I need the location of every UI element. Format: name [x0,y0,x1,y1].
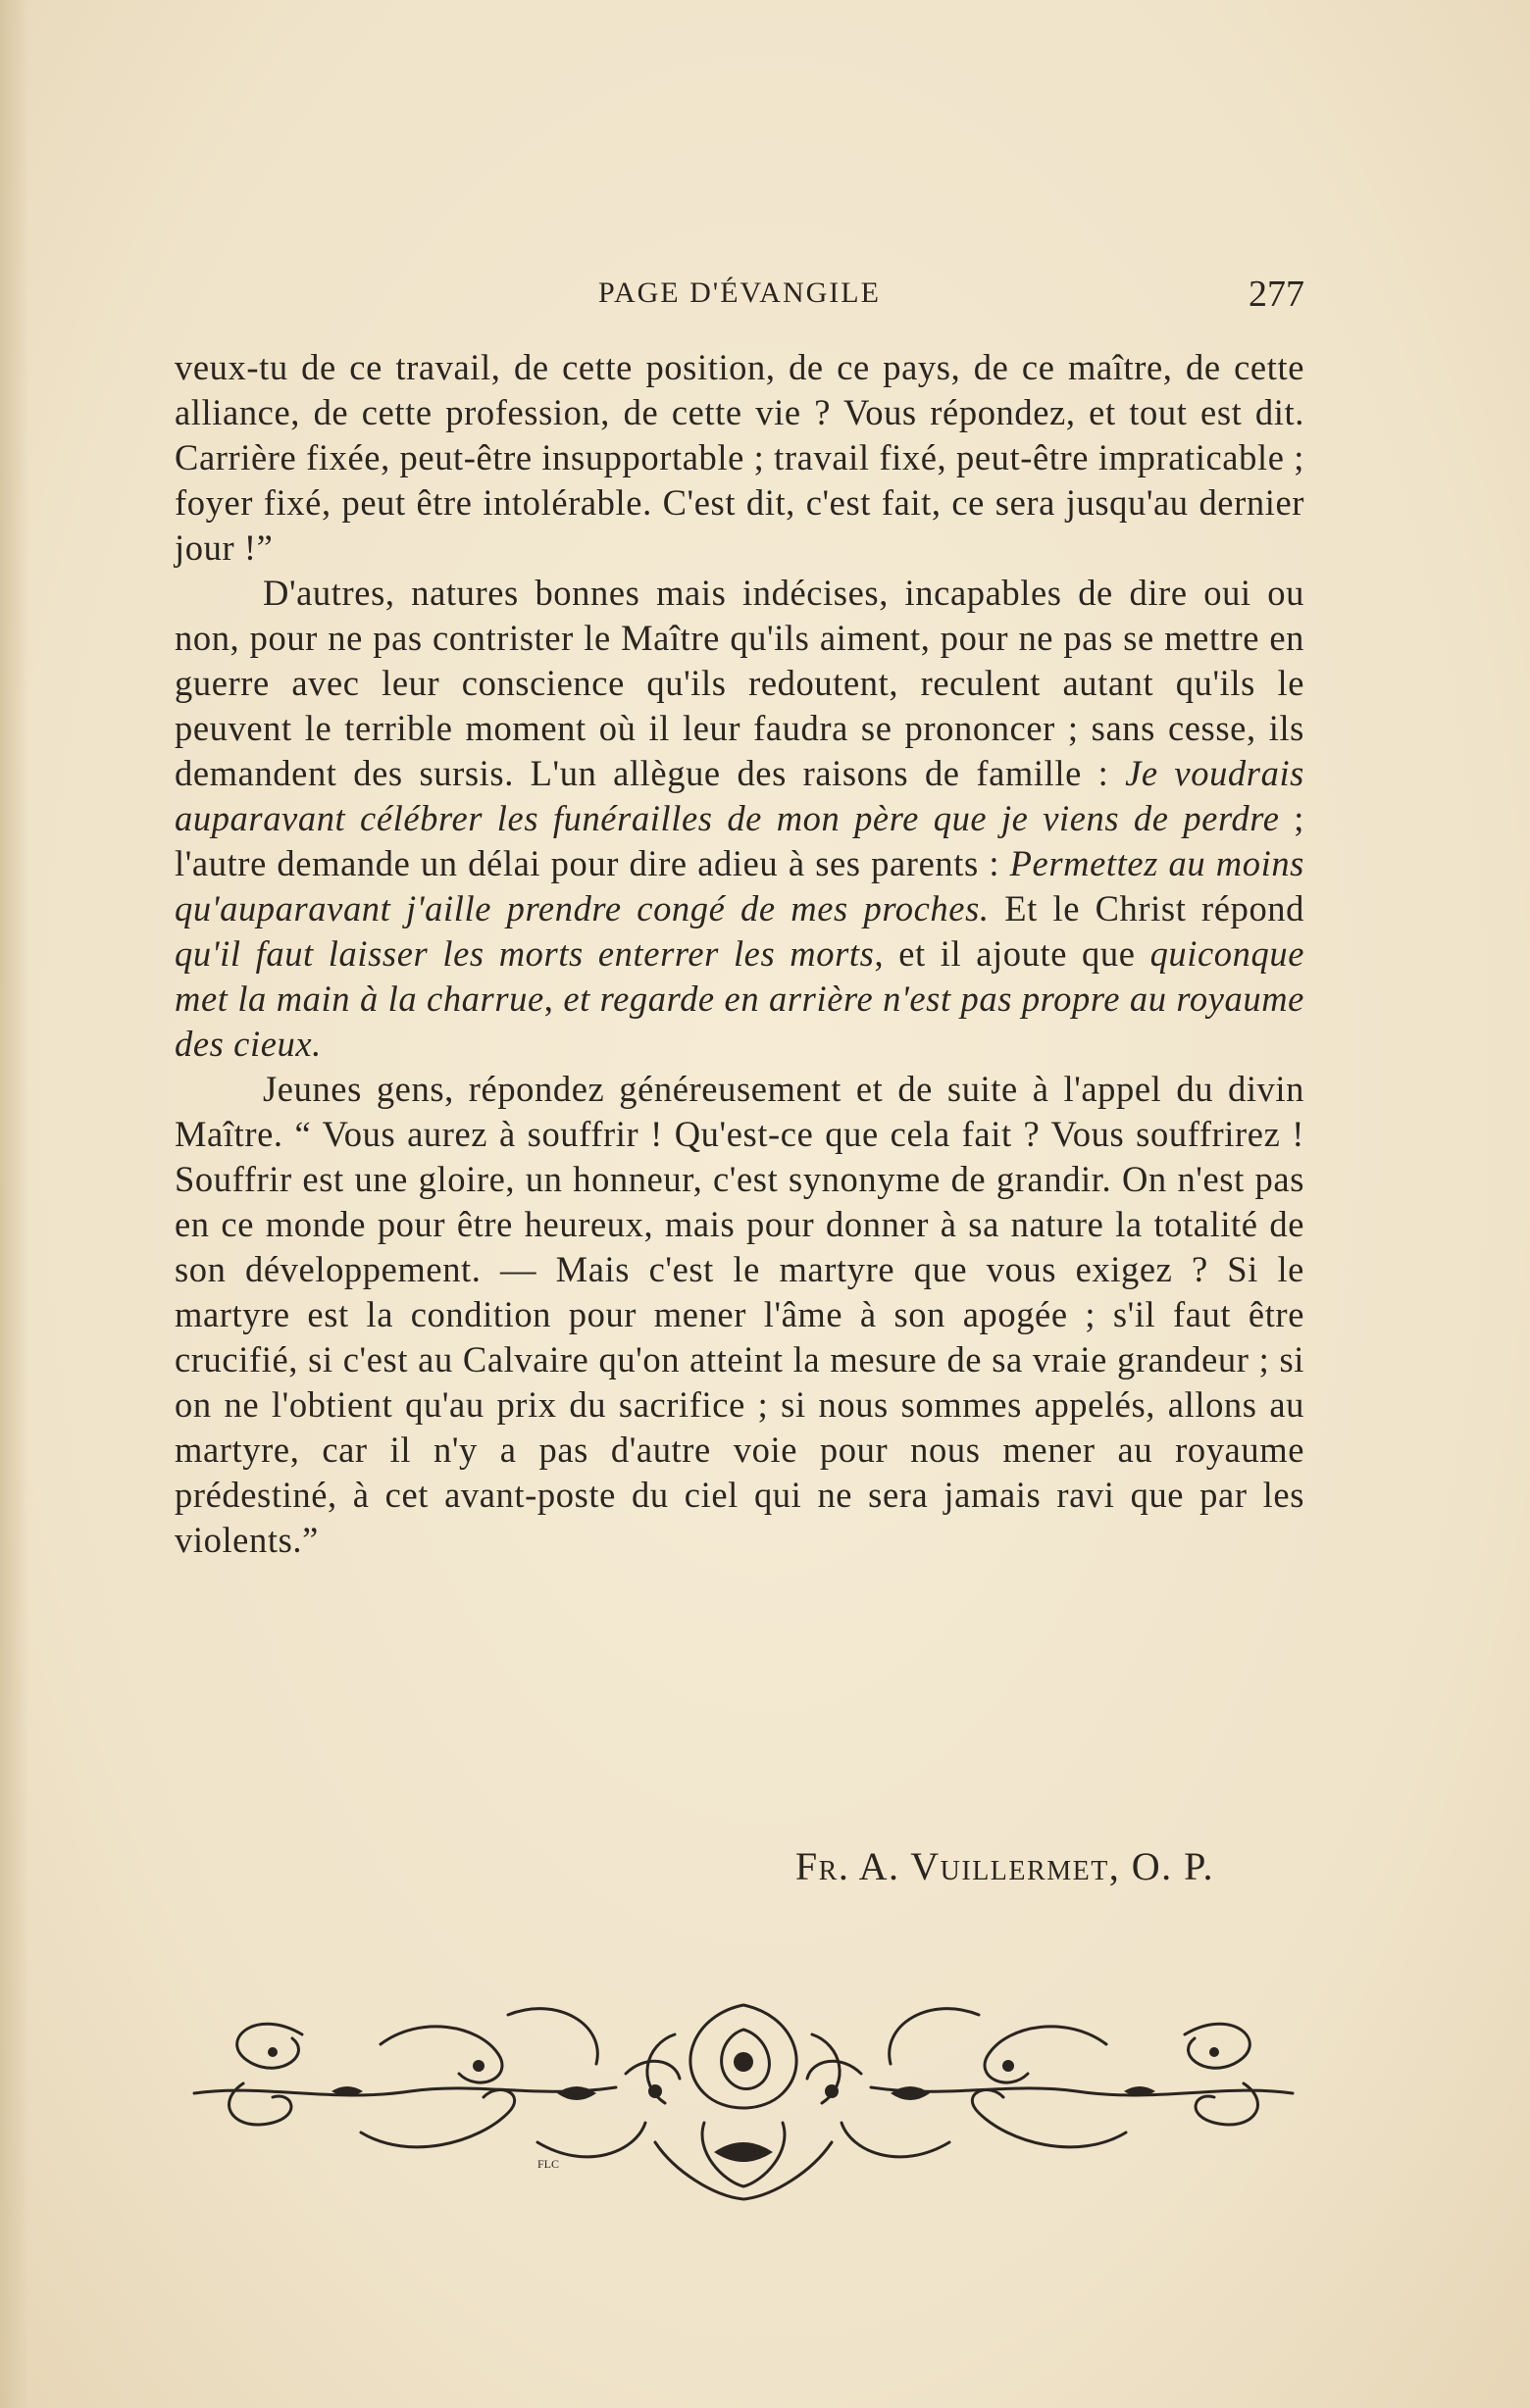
text-run: D'autres, natures bonnes mais indécises, incapables de dire oui ou non, pour ne pas contrister le Maître qu'ils aiment, pour ne pas se mettre en guerre avec leur conscience qu'ils redoutent, reculent autant qu'ils le peuvent le terrible moment où il leur faudra se prononcer ; sans cesse, ils demandent des sursis. L'un allègue des raisons de famille : [175,573,1304,793]
text-run: , et il ajoute que [874,933,1150,974]
floral-tailpiece-icon [184,1976,1302,2211]
floral-tailpiece-graphic [184,1976,1302,2211]
italic-quote: et regarde en arrière n'est pas propre au royaume des cieux. [175,978,1304,1064]
italic-quote: Je voudrais auparavant célébrer les funérailles de mon père que je viens de perdre [175,753,1304,838]
page-number: 277 [1249,274,1304,315]
paragraph-3: Jeunes gens, répondez généreusement et de suite à l'appel du divin Maître. “ Vous aurez à souffrir ! Qu'est-ce que cela fait ? Vous souffrirez ! Souffrir est une gloire, un honneur, c'est synonyme de grandir. On n'est pas en ce monde pour être heureux, mais pour donner à sa nature la totalité de son développement. — Mais c'est le martyre que vous exigez ? Si le martyre est la condition pour mener l'âme à son apogée ; s'il faut être crucifié, si c'est au Calvaire qu'on atteint la mesure de sa vraie grandeur ; si on ne l'obtient qu'au prix du sacrifice ; si nous sommes appelés, allons au martyre, car il n'y a pas d'autre voie pour nous mener au royaume prédestiné, à cet avant-poste du ciel qui ne sera jamais ravi que par les violents.” [175,1069,1304,1560]
italic-quote: quiconque met la main à la charrue [175,933,1305,1019]
text-run: Et le Christ répond [989,888,1304,928]
body-text [175,345,1304,1563]
running-head [175,273,1304,316]
text-run: ; l'autre demande un délai pour dire adieu à ses parents : [175,798,1304,883]
paragraph-1: veux-tu de ce travail, de cette position, de ce pays, de ce maître, de cette alliance, de cette profession, de cette vie ? Vous répondez, et tout est dit. Carrière fixée, peut-être insupportable ; travail fixé, peut-être impraticable ; foyer fixé, peut être intolérable. C'est dit, c'est fait, ce sera jusqu'au dernier jour !” [175,347,1304,568]
text-run: , [543,978,564,1019]
author-signature: Fr. A. Vuillermet, O. P. [794,1844,1214,1888]
running-title: PAGE D'ÉVANGILE [598,276,881,309]
page-gutter-shadow [0,0,29,2408]
paragraph-2 [175,571,1304,1067]
italic-quote: qu'il faut laisser les morts enterrer les morts [175,933,875,974]
engraver-mark: FLC [537,2157,560,2171]
italic-quote: Permettez au moins qu'auparavant j'aille prendre congé de mes proches. [175,843,1304,928]
